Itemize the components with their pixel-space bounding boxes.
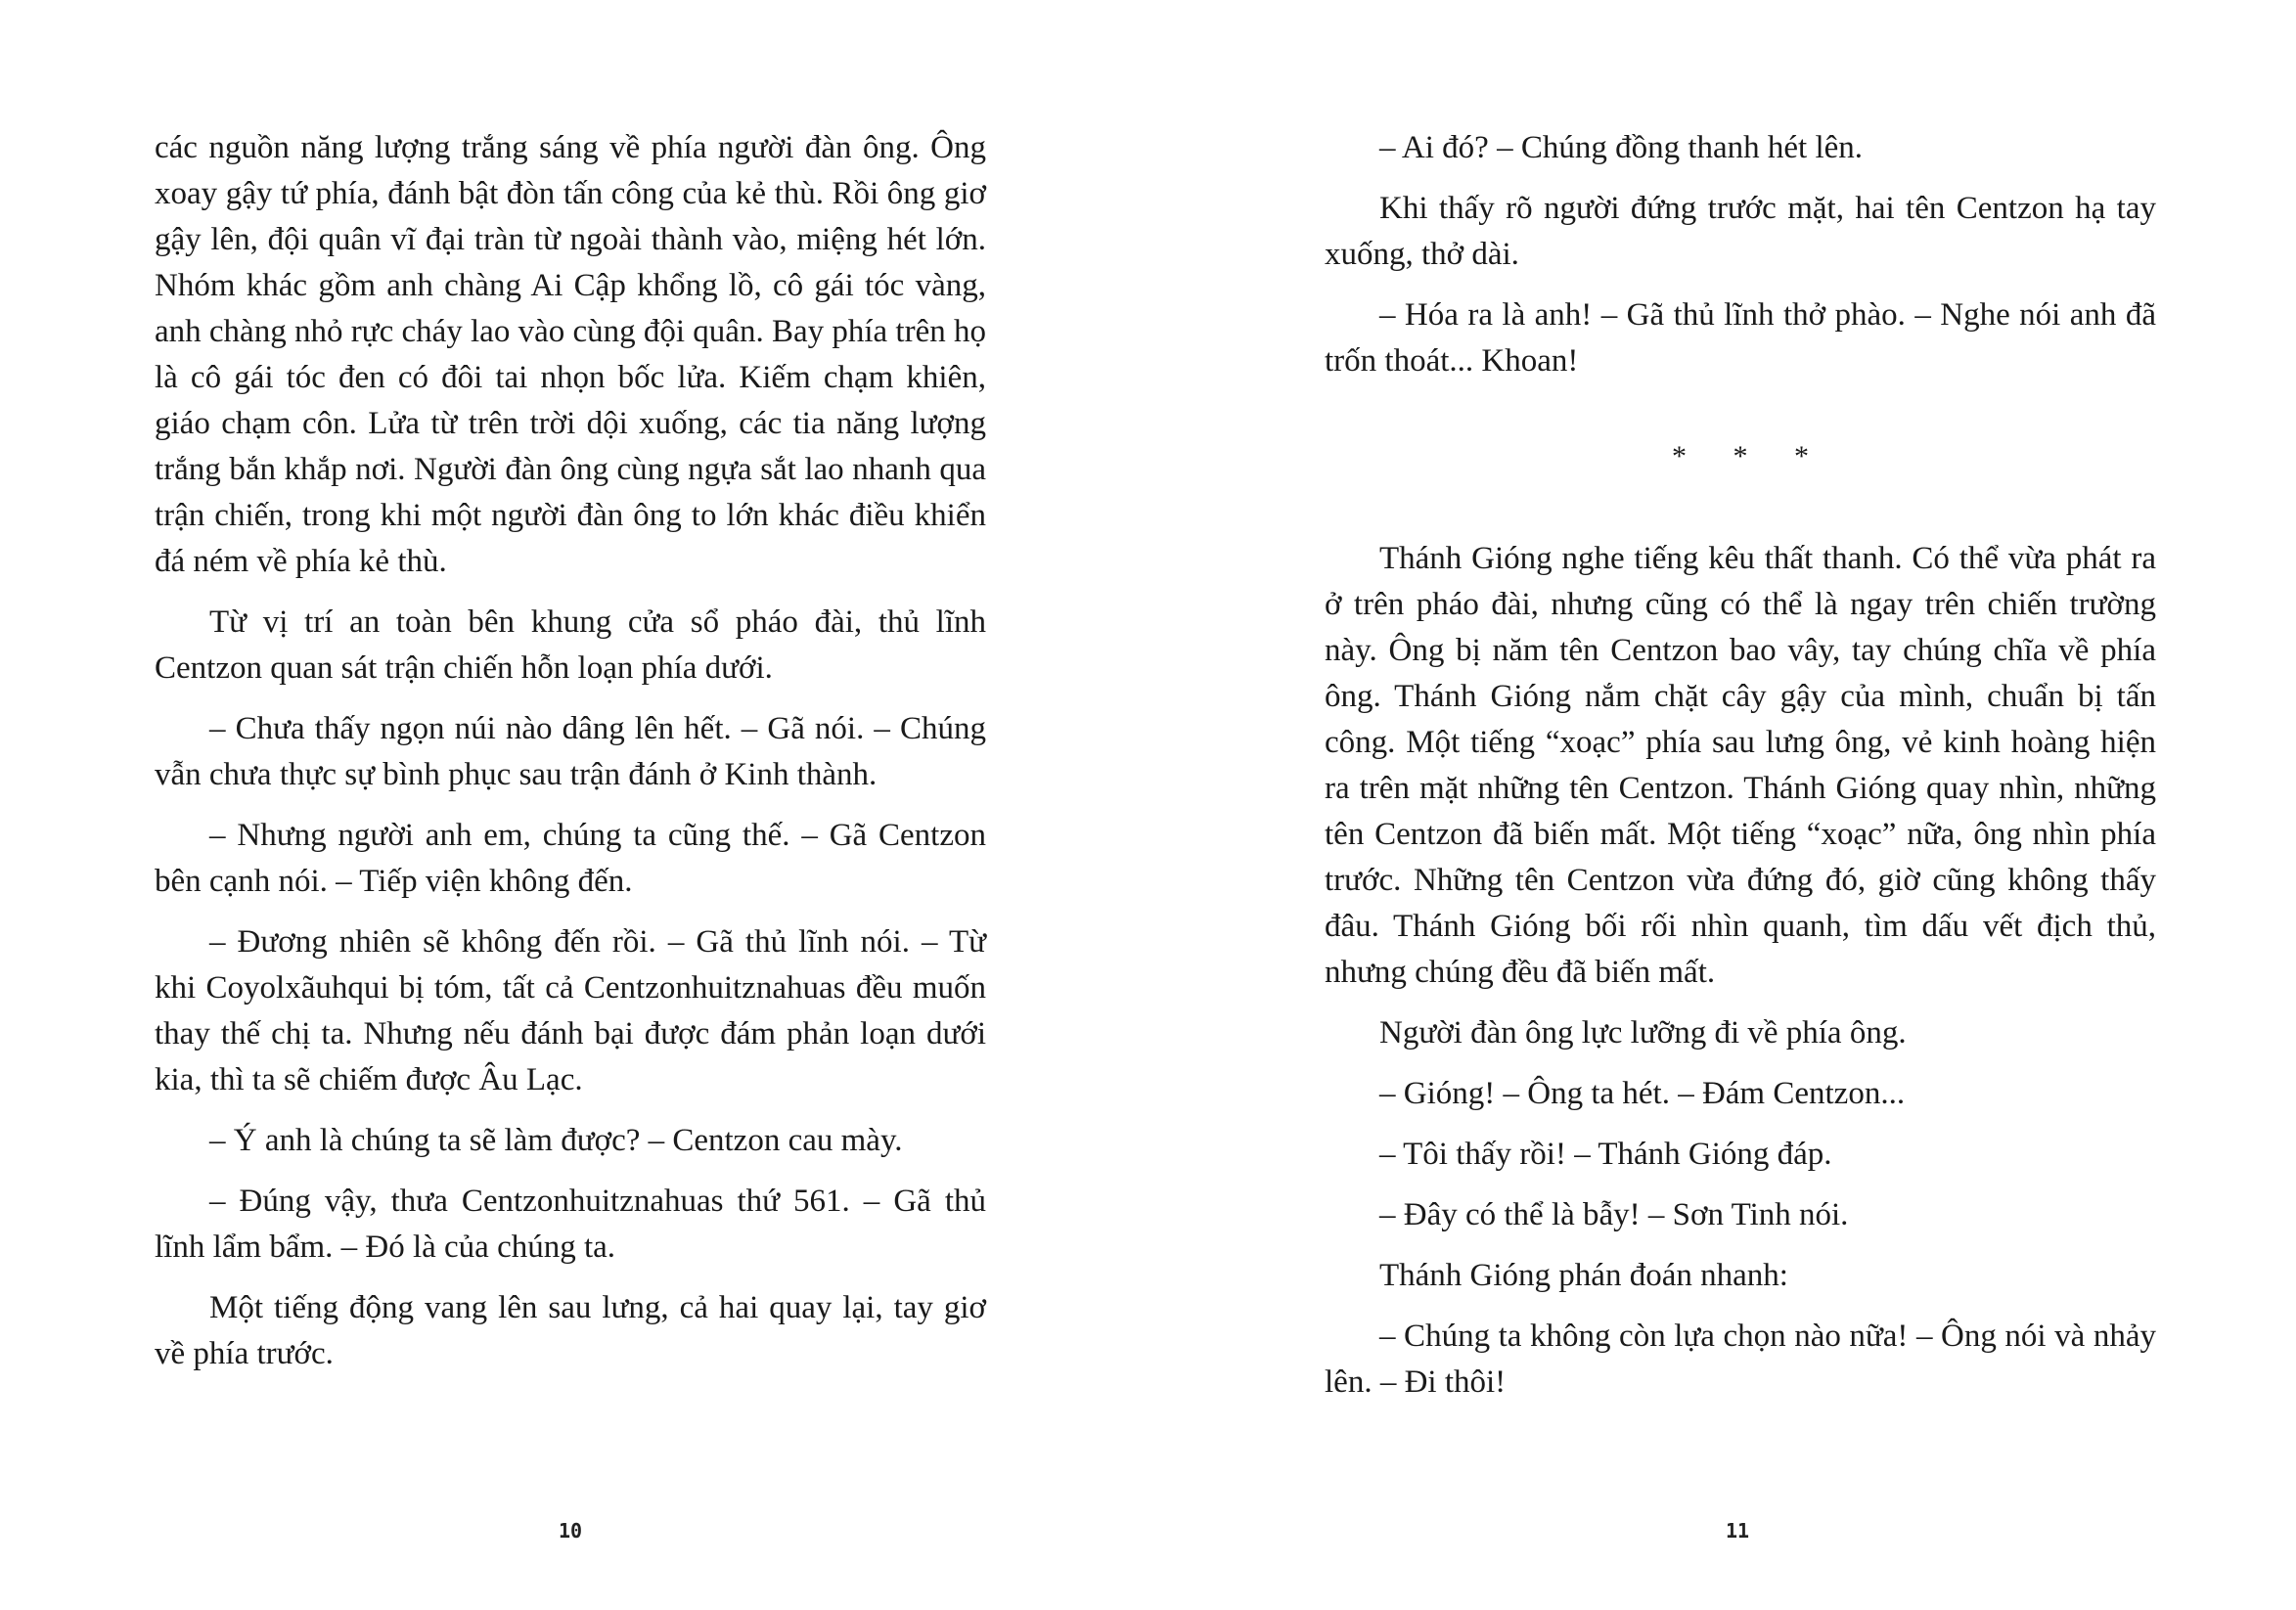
paragraph: – Tôi thấy rồi! – Thánh Gióng đáp. bbox=[1379, 1137, 1832, 1172]
right-page-text bbox=[1325, 125, 2156, 1420]
paragraph: – Chúng ta không còn lựa chọn nào nữa! – Ông nói và nhảy lên. – Đi thôi! bbox=[1325, 1319, 2156, 1400]
paragraph: Thánh Gióng phán đoán nhanh: bbox=[1379, 1258, 1788, 1293]
paragraph: – Hóa ra là anh! – Gã thủ lĩnh thở phào. – Nghe nói anh đã trốn thoát... Khoan! bbox=[1325, 297, 2156, 379]
paragraph: Khi thấy rõ người đứng trước mặt, hai tên Centzon hạ tay xuống, thở dài. bbox=[1325, 191, 2156, 272]
paragraph: – Ý anh là chúng ta sẽ làm được? – Centzon cau mày. bbox=[209, 1123, 903, 1158]
paragraph: các nguồn năng lượng trắng sáng về phía người đàn ông. Ông xoay gậy tứ phía, đánh bật đòn tấn công của kẻ thù. Rồi ông giơ gậy lên, đội quân vĩ đại tràn từ ngoài thành vào, miệng hét lớn. Nhóm khác gồm anh chàng Ai Cập khổng lồ, cô gái tóc vàng, anh chàng nhỏ rực cháy lao vào cùng đội quân. Bay phía trên họ là cô gái tóc đen có đôi tai nhọn bốc lửa. Kiếm chạm khiên, giáo chạm côn. Lửa từ trên trời dội xuống, các tia năng lượng trắng bắn khắp nơi. Người đàn ông cùng ngựa sắt lao nhanh qua trận chiến, trong khi một người đàn ông to lớn khác điều khiển đá ném về phía kẻ thù. bbox=[155, 130, 986, 579]
right-page bbox=[1148, 0, 2296, 1610]
paragraph: Thánh Gióng nghe tiếng kêu thất thanh. Có thể vừa phát ra ở trên pháo đài, nhưng cũng có thể là ngay trên chiến trường này. Ông bị năm tên Centzon bao vây, tay chúng chĩa về phía ông. Thánh Gióng nắm chặt cây gậy của mình, chuẩn bị tấn công. Một tiếng “xoạc” phía sau lưng ông, vẻ kinh hoàng hiện ra trên mặt những tên Centzon. Thánh Gióng quay nhìn, những tên Centzon đã biến mất. Một tiếng “xoạc” nữa, ông nhìn phía trước. Những tên Centzon vừa đứng đó, giờ cũng không thấy đâu. Thánh Gióng bối rối nhìn quanh, tìm dấu vết địch thủ, nhưng chúng đều đã biến mất. bbox=[1325, 541, 2156, 990]
paragraph: Một tiếng động vang lên sau lưng, cả hai quay lại, tay giơ về phía trước. bbox=[155, 1290, 986, 1371]
section-separator: * * * bbox=[1672, 440, 1828, 472]
paragraph: Người đàn ông lực lưỡng đi về phía ông. bbox=[1379, 1015, 1907, 1051]
paragraph: – Đương nhiên sẽ không đến rồi. – Gã thủ lĩnh nói. – Từ khi Coyolxãuhqui bị tóm, tất cả Centzonhuitznahuas đều muốn thay thế chị ta. Nhưng nếu đánh bại được đám phản loạn dưới kia, thì ta sẽ chiếm được Âu Lạc. bbox=[155, 924, 986, 1097]
paragraph: – Ai đó? – Chúng đồng thanh hét lên. bbox=[1379, 130, 1864, 165]
page-number: 11 bbox=[1726, 1519, 1750, 1543]
paragraph: – Đây có thể là bẫy! – Sơn Tinh nói. bbox=[1379, 1197, 1849, 1232]
paragraph: – Gióng! – Ông ta hét. – Đám Centzon... bbox=[1379, 1076, 1906, 1111]
paragraph: – Chưa thấy ngọn núi nào dâng lên hết. – Gã nói. – Chúng vẫn chưa thực sự bình phục sau trận đánh ở Kinh thành. bbox=[155, 711, 986, 792]
paragraph: Từ vị trí an toàn bên khung cửa sổ pháo đài, thủ lĩnh Centzon quan sát trận chiến hỗn loạn phía dưới. bbox=[155, 604, 986, 686]
left-page-text bbox=[155, 125, 986, 1392]
paragraph: – Nhưng người anh em, chúng ta cũng thế. – Gã Centzon bên cạnh nói. – Tiếp viện không đến. bbox=[155, 818, 986, 899]
page-number: 10 bbox=[559, 1519, 583, 1543]
paragraph: – Đúng vậy, thưa Centzonhuitznahuas thứ 561. – Gã thủ lĩnh lẩm bẩm. – Đó là của chúng ta. bbox=[155, 1184, 986, 1265]
